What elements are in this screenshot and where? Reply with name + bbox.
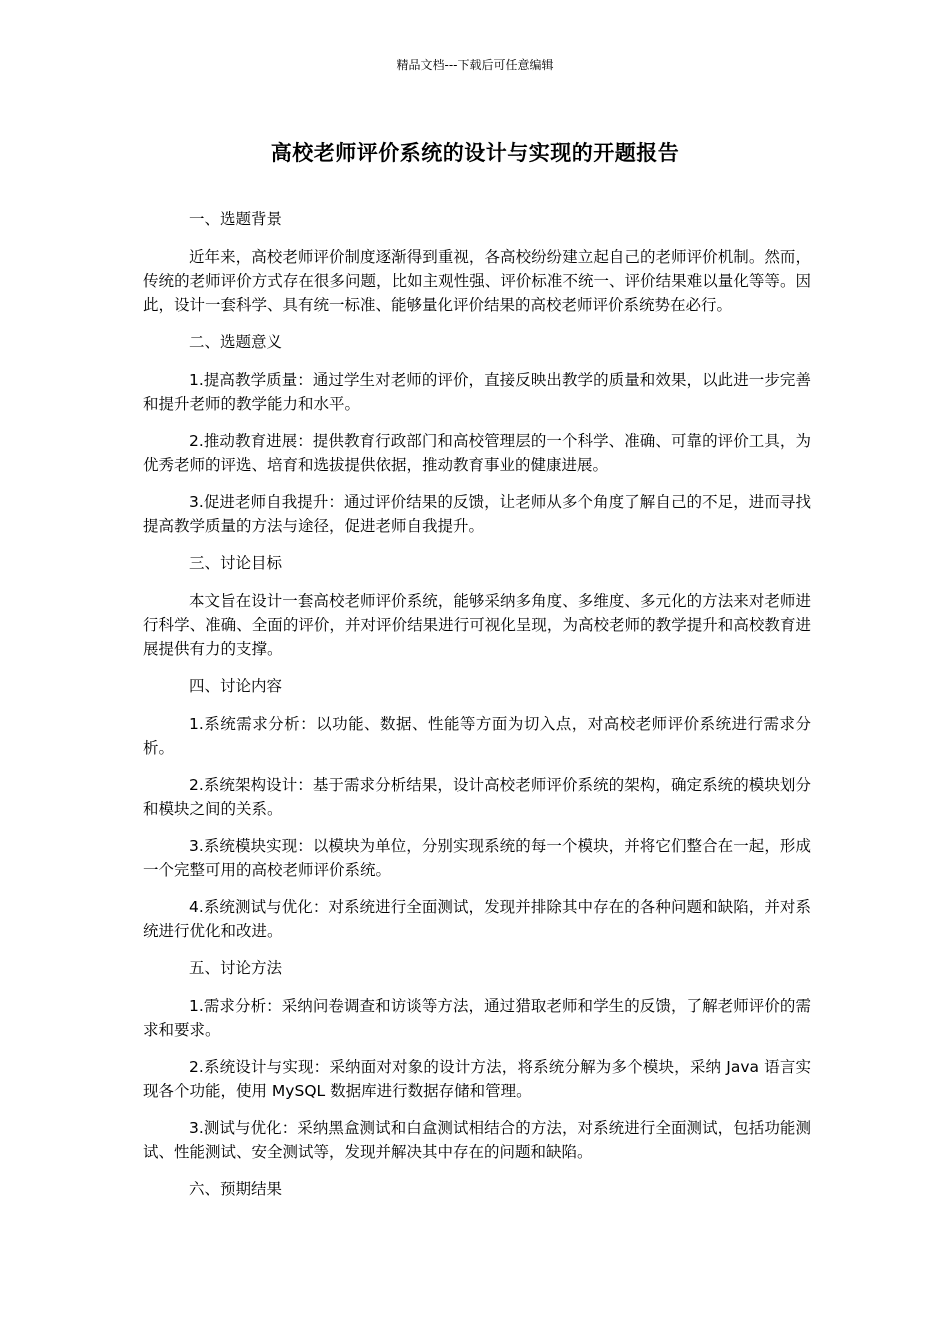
paragraph: 2.推动教育进展：提供教育行政部门和高校管理层的一个科学、准确、可靠的评价工具，为优秀老师的评选、培育和选拔提供依据，推动教育事业的健康进展。 — [143, 432, 811, 474]
paragraph: 2.系统架构设计：基于需求分析结果，设计高校老师评价系统的架构，确定系统的模块划分和模块之间的关系。 — [143, 776, 811, 818]
paragraph: 3.促进老师自我提升：通过评价结果的反馈，让老师从多个角度了解自己的不足，进而寻找提高教学质量的方法与途径，促进老师自我提升。 — [143, 493, 811, 535]
paragraph: 本文旨在设计一套高校老师评价系统，能够采纳多角度、多维度、多元化的方法来对老师进行科学、准确、全面的评价，并对评价结果进行可视化呈现，为高校老师的教学提升和高校教育进展提供有力的支撑。 — [143, 592, 811, 658]
document-title: 高校老师评价系统的设计与实现的开题报告 — [270, 141, 680, 165]
section-heading: 六、预期结果 — [189, 1180, 283, 1198]
paragraph: 3.测试与优化：采纳黑盒测试和白盒测试相结合的方法，对系统进行全面测试，包括功能测试、性能测试、安全测试等，发现并解决其中存在的问题和缺陷。 — [143, 1119, 811, 1161]
section-heading: 二、选题意义 — [189, 333, 283, 351]
paragraph: 2.系统设计与实现：采纳面对对象的设计方法，将系统分解为多个模块，采纳 Java 语言实现各个功能，使用 MySQL 数据库进行数据存储和管理。 — [143, 1058, 811, 1100]
paragraph: 1.系统需求分析：以功能、数据、性能等方面为切入点，对高校老师评价系统进行需求分析。 — [143, 715, 811, 757]
section-heading: 一、选题背景 — [189, 210, 283, 228]
paragraph: 3.系统模块实现：以模块为单位，分别实现系统的每一个模块，并将它们整合在一起，形成一个完整可用的高校老师评价系统。 — [143, 837, 811, 879]
section-heading: 三、讨论目标 — [189, 554, 283, 572]
paragraph: 近年来，高校老师评价制度逐渐得到重视，各高校纷纷建立起自己的老师评价机制。然而，传统的老师评价方式存在很多问题，比如主观性强、评价标准不统一、评价结果难以量化等等。因此，设计一套科学、具有统一标准、能够量化评价结果的高校老师评价系统势在必行。 — [143, 248, 811, 314]
section-heading: 五、讨论方法 — [189, 959, 283, 977]
page-header: 精品文档---下载后可任意编辑 — [396, 58, 554, 72]
document-body — [143, 207, 811, 1215]
section-heading: 四、讨论内容 — [189, 677, 283, 695]
paragraph: 4.系统测试与优化：对系统进行全面测试，发现并排除其中存在的各种问题和缺陷，并对系统进行优化和改进。 — [143, 898, 811, 940]
paragraph: 1.提高教学质量：通过学生对老师的评价，直接反映出教学的质量和效果，以此进一步完善和提升老师的教学能力和水平。 — [143, 371, 811, 413]
paragraph: 1.需求分析：采纳问卷调查和访谈等方法，通过猎取老师和学生的反馈，了解老师评价的需求和要求。 — [143, 997, 811, 1039]
